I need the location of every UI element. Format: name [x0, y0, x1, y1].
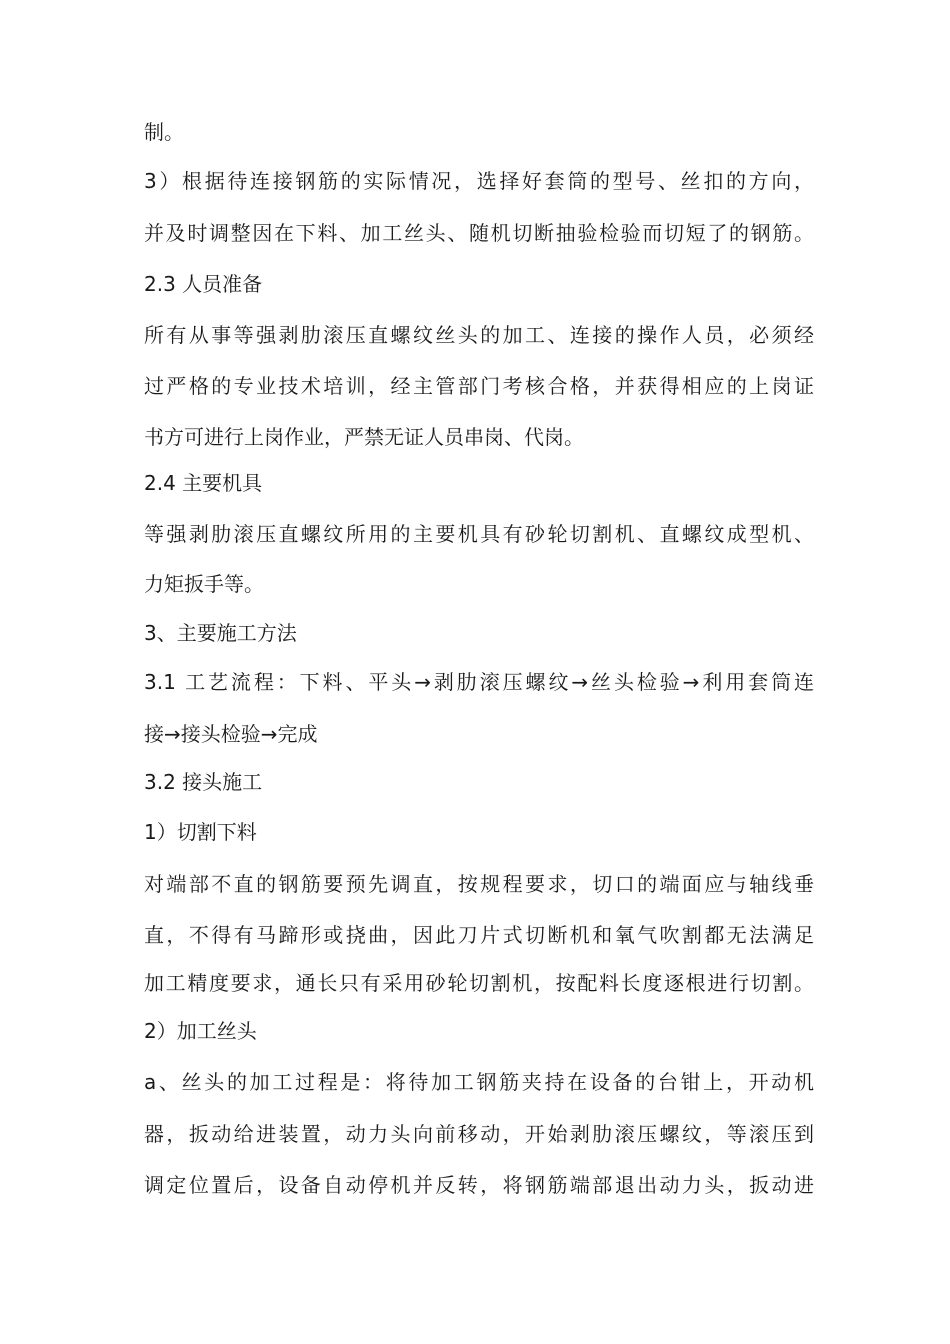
- text-line-15: 1）切割下料: [144, 820, 257, 844]
- text-line-20: a、丝头的加工过程是：将待加工钢筋夹持在设备的台钳上，开动机: [144, 1070, 814, 1094]
- text-line-18: 加工精度要求，通长只有采用砂轮切割机，按配料长度逐根进行切割。: [144, 971, 814, 995]
- section-heading-2-3: 2.3 人员准备: [144, 272, 263, 296]
- text-line-10: 力矩扳手等。: [144, 572, 264, 596]
- text-line-5: 所有从事等强剥肋滚压直螺纹丝头的加工、连接的操作人员，必须经: [144, 323, 814, 347]
- section-heading-2-4: 2.4 主要机具: [144, 471, 263, 495]
- text-line-6: 过严格的专业技术培训，经主管部门考核合格，并获得相应的上岗证: [144, 374, 814, 398]
- text-line-2: 3）根据待连接钢筋的实际情况，选择好套筒的型号、丝扣的方向，: [144, 169, 814, 193]
- text-line-16: 对端部不直的钢筋要预先调直，按规程要求，切口的端面应与轴线垂: [144, 872, 814, 896]
- text-line-1: 制。: [144, 120, 184, 144]
- text-line-3: 并及时调整因在下料、加工丝头、随机切断抽验检验而切短了的钢筋。: [144, 221, 814, 245]
- section-heading-3-2: 3.2 接头施工: [144, 770, 263, 794]
- text-line-13: 接→接头检验→完成: [144, 722, 318, 746]
- text-line-7: 书方可进行上岗作业，严禁无证人员串岗、代岗。: [144, 425, 584, 449]
- text-line-22: 调定位置后，设备自动停机并反转，将钢筋端部退出动力头，扳动进: [144, 1173, 814, 1197]
- text-line-9: 等强剥肋滚压直螺纹所用的主要机具有砂轮切割机、直螺纹成型机、: [144, 522, 814, 546]
- text-line-17: 直，不得有马蹄形或挠曲，因此刀片式切断机和氧气吹割都无法满足: [144, 923, 814, 947]
- text-line-12: 3.1 工艺流程：下料、平头→剥肋滚压螺纹→丝头检验→利用套筒连: [144, 670, 814, 694]
- text-line-21: 器，扳动给进装置，动力头向前移动，开始剥肋滚压螺纹，等滚压到: [144, 1122, 814, 1146]
- section-heading-3: 3、主要施工方法: [144, 621, 297, 645]
- text-line-19: 2）加工丝头: [144, 1019, 257, 1043]
